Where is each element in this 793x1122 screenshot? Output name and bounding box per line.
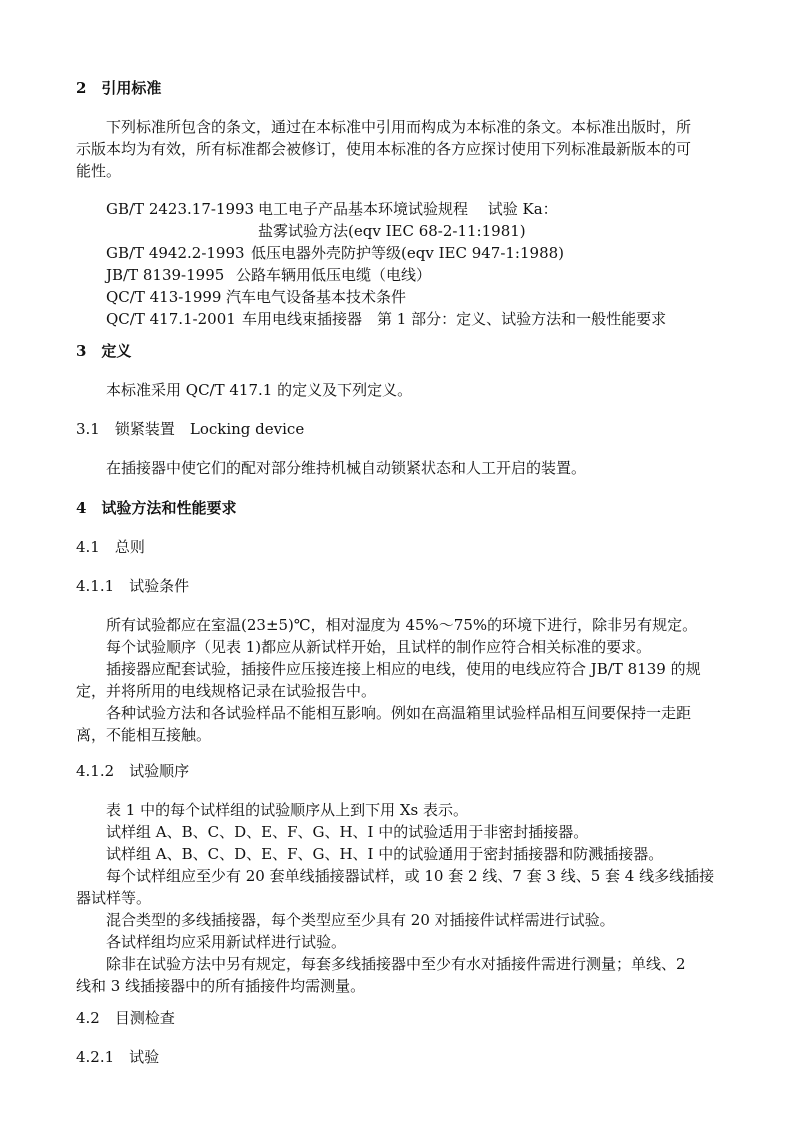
section-4-1-2-heading: 4.1.2 试验顺序 [76, 762, 190, 780]
section-4-2-1-heading: 4.2.1 试验 [76, 1048, 160, 1066]
section-4-1-1-heading: 4.1.1 试验条件 [76, 577, 190, 595]
section-3-heading: 3 定义 [76, 342, 132, 360]
section-4-1-2-line-5: 器试样等。 [76, 889, 152, 907]
reference-title: 低压电器外壳防护等级(eqv IEC 947-1:1988) [251, 244, 565, 262]
section-4-1-2-line-9: 线和 3 线插接器中的所有插接件均需测量。 [76, 977, 366, 995]
section-3-1-para: 在插接器中使它们的配对部分维持机械自动锁紧状态和人工开启的装置。 [106, 459, 587, 477]
section-3-1-heading: 3.1 锁紧装置 Locking device [76, 420, 305, 438]
section-2-heading: 2 引用标准 [76, 79, 162, 97]
section-4-1-1-line-5: 各种试验方法和各试验样品不能相互影响。例如在高温箱里试验样品相互间要保持一走距 [106, 704, 692, 722]
reference-item [106, 309, 666, 329]
reference-code: GB/T 2423.17-1993 [106, 200, 255, 218]
reference-item [106, 265, 431, 285]
reference-code: QC/T 413-1999 [106, 288, 222, 306]
section-4-1-2-line-1: 表 1 中的每个试样组的试验顺序从上到下用 Xs 表示。 [106, 801, 468, 819]
section-4-1-1-line-3: 插接器应配套试验，插接件应压接连接上相应的电线，使用的电线应符合 JB/T 8139 的规 [106, 660, 701, 678]
section-4-1-2-line-8: 除非在试验方法中另有规定，每套多线插接器中至少有水对插接件需进行测量；单线、2 [106, 955, 686, 973]
section-4-1-2-line-6: 混合类型的多线插接器，每个类型应至少具有 20 对插接件试样需进行试验。 [106, 911, 615, 929]
reference-code: QC/T 417.1-2001 [106, 310, 236, 328]
section-4-1-2-line-3: 试样组 A、B、C、D、E、F、G、H、I 中的试验通用于密封插接器和防溅插接器。 [106, 845, 664, 863]
section-4-1-1-line-2: 每个试验顺序（见表 1)都应从新试样开始，且试样的制作应符合相关标准的要求。 [106, 638, 652, 656]
section-3-para: 本标准采用 QC/T 417.1 的定义及下列定义。 [106, 381, 413, 399]
reference-item [106, 287, 406, 307]
section-4-1-1-line-1: 所有试验都应在室温(23±5)℃，相对湿度为 45%～75%的环境下进行，除非另有规定。 [106, 616, 698, 634]
section-2-para-line-1: 下列标准所包含的条文，通过在本标准中引用而构成为本标准的条文。本标准出版时，所 [106, 118, 692, 136]
reference-title: 电工电子产品基本环境试验规程 试验 Ka： [258, 200, 558, 218]
section-4-1-1-line-4: 定，并将所用的电线规格记录在试验报告中。 [76, 682, 377, 700]
reference-code: GB/T 4942.2-1993 [106, 244, 245, 262]
section-4-1-1-line-6: 离，不能相互接触。 [76, 726, 212, 744]
reference-item [106, 243, 564, 263]
reference-title: 车用电线束插接器 第 1 部分：定义、试验方法和一般性能要求 [242, 310, 667, 328]
section-2-para-line-2: 示版本均为有效，所有标准都会被修订，使用本标准的各方应探讨使用下列标准最新版本的可 [76, 140, 692, 158]
section-4-2-heading: 4.2 目测检查 [76, 1009, 175, 1027]
section-4-1-2-line-2: 试样组 A、B、C、D、E、F、G、H、I 中的试验适用于非密封插接器。 [106, 823, 589, 841]
section-4-1-2-line-7: 各试样组均应采用新试样进行试验。 [106, 933, 347, 951]
reference-title: 汽车电气设备基本技术条件 [226, 288, 407, 306]
section-4-1-2-line-4: 每个试样组应至少有 20 套单线插接器试样，或 10 套 2 线、7 套 3 线、5 套 4 线多线插接 [106, 867, 715, 885]
reference-code: JB/T 8139-1995 [106, 266, 225, 284]
reference-item [106, 199, 558, 219]
section-2-para-line-3: 能性。 [76, 162, 122, 180]
section-4-1-heading: 4.1 总则 [76, 538, 145, 556]
reference-title: 公路车辆用低压电缆（电线） [236, 266, 432, 284]
reference-continuation: 盐雾试验方法(eqv IEC 68-2-11:1981) [258, 222, 526, 240]
section-4-heading: 4 试验方法和性能要求 [76, 499, 237, 517]
